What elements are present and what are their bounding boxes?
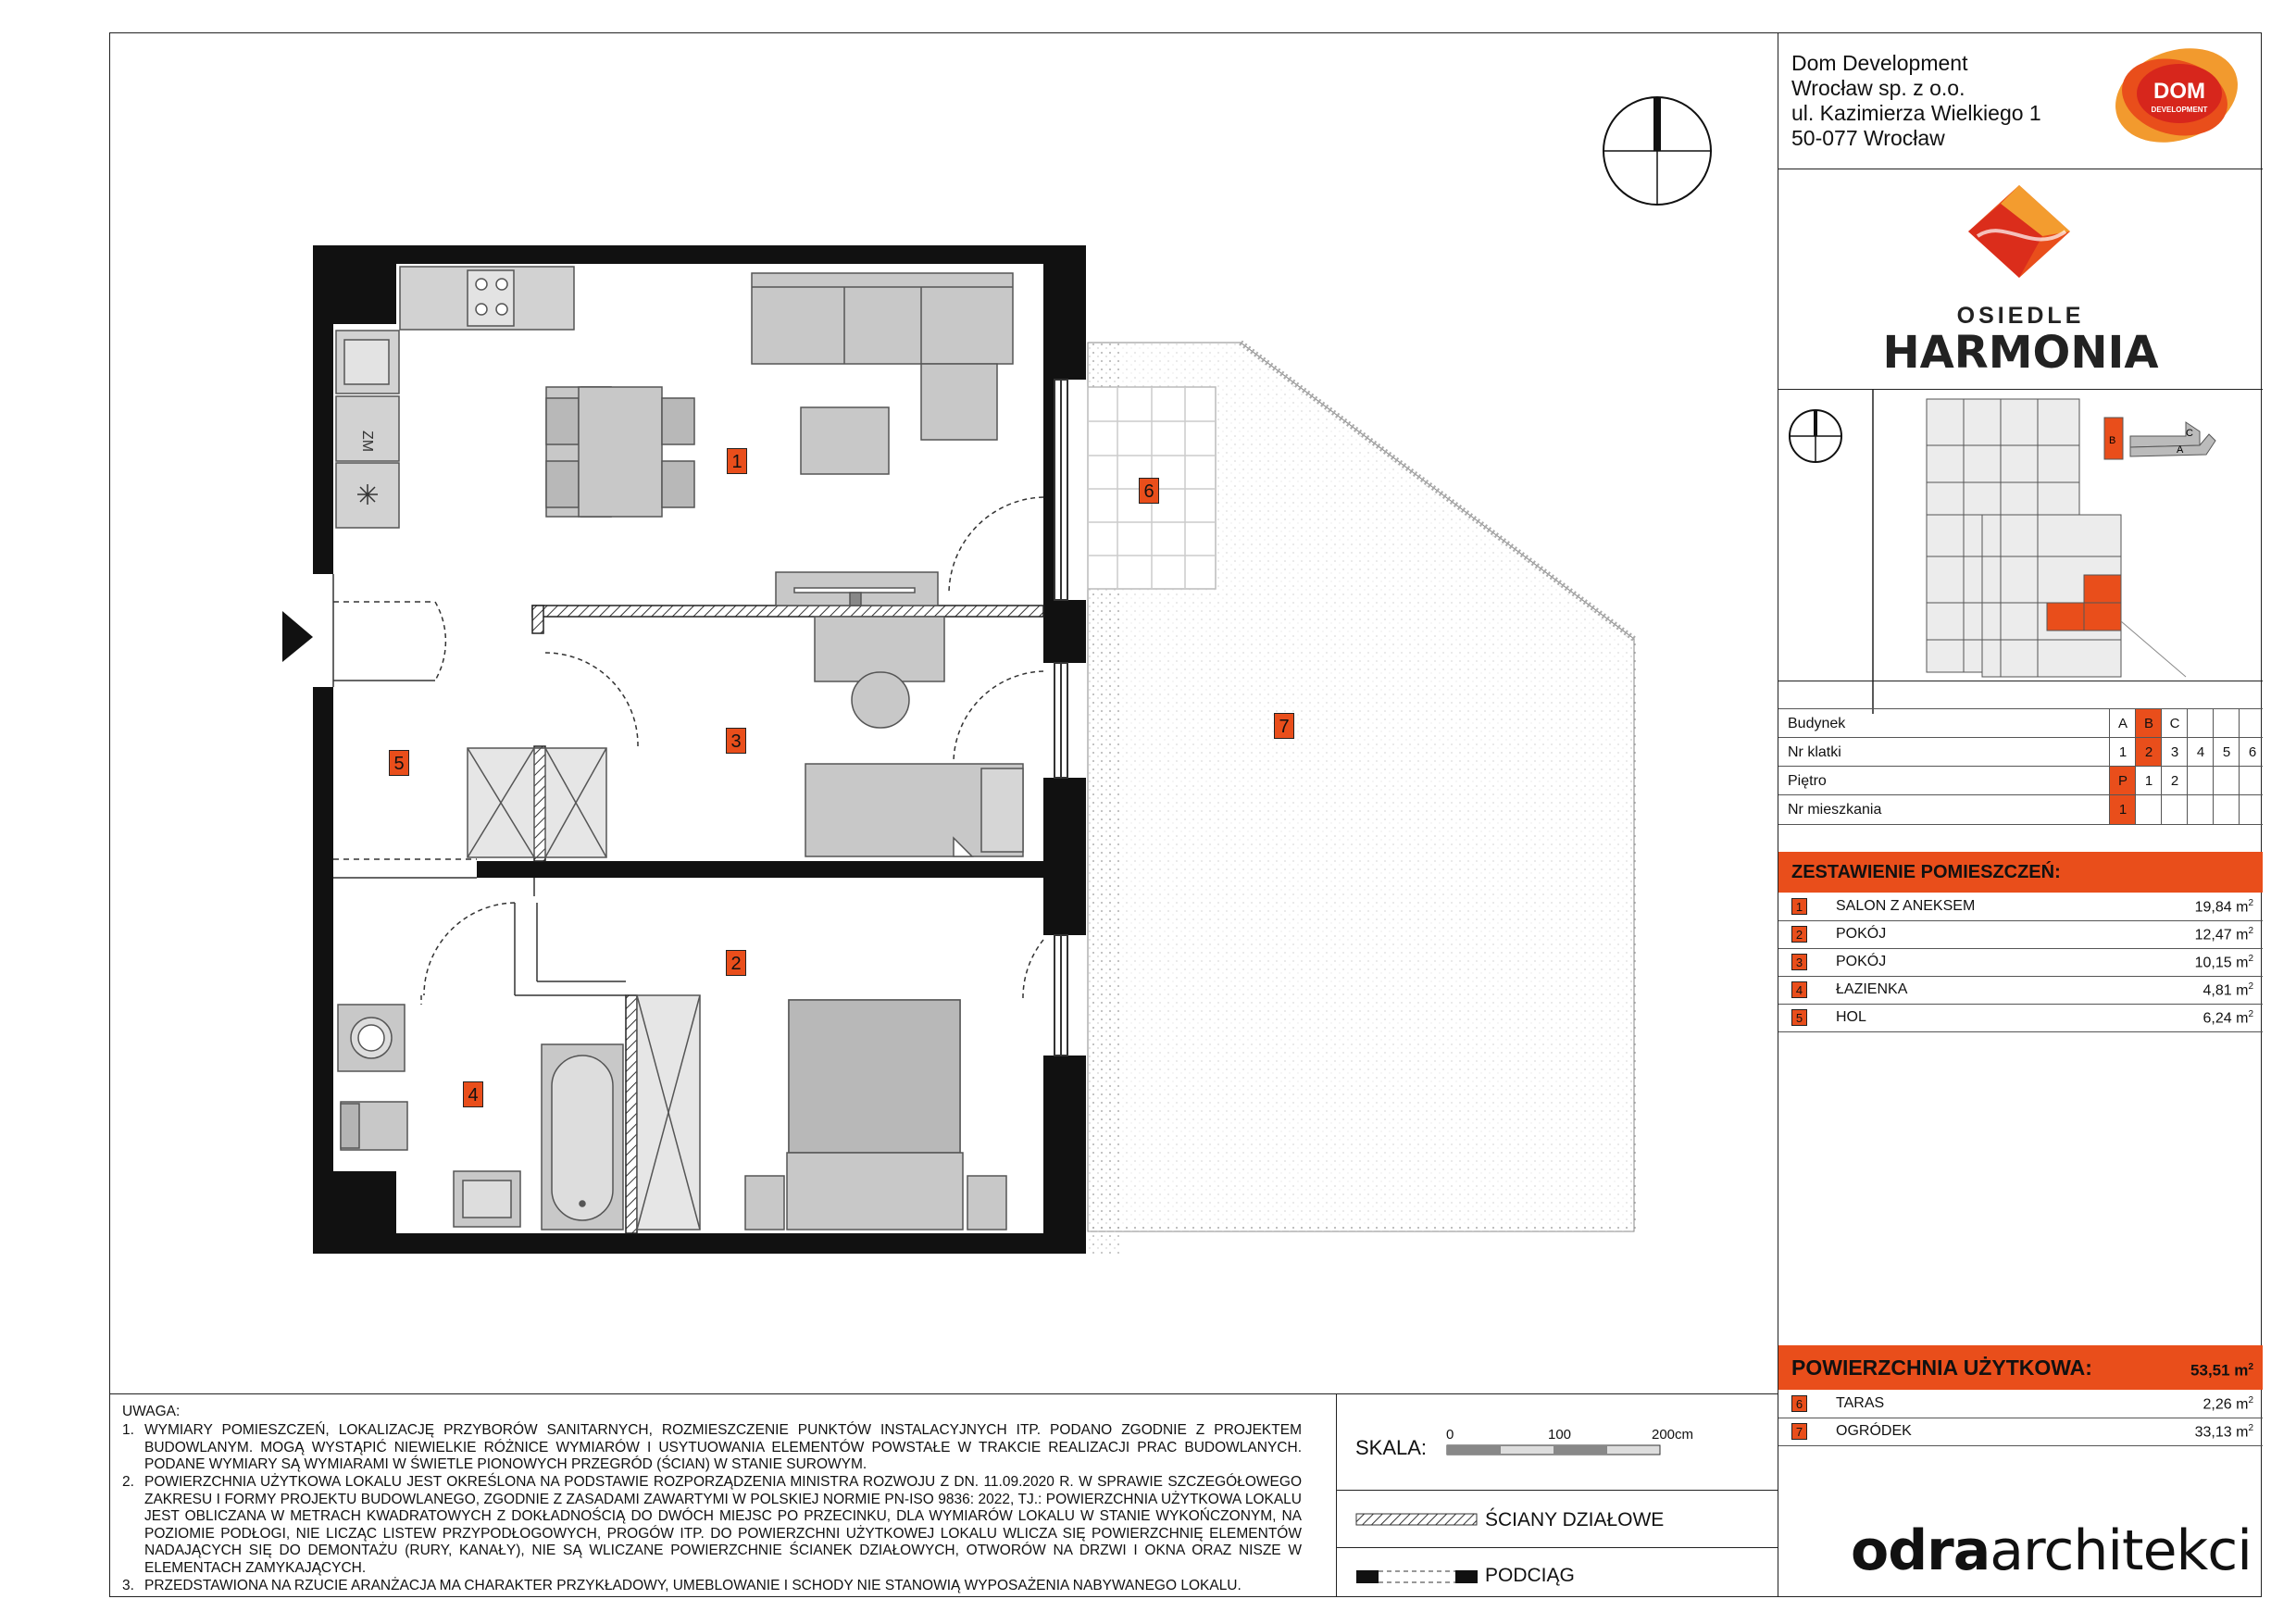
- company-city: 50-077 Wrocław: [1791, 126, 1945, 150]
- company-street: ul. Kazimierza Wielkiego 1: [1791, 101, 2041, 125]
- svg-text:DEVELOPMENT: DEVELOPMENT: [2151, 106, 2208, 114]
- keyplan-label-b: B: [2109, 435, 2116, 446]
- project-name: HARMONIA: [1882, 327, 2159, 379]
- extra-row: [1778, 1390, 2263, 1418]
- room-name: ŁAZIENKA: [1836, 981, 1908, 997]
- extra-area: 33,13 $m^2$: [2194, 1423, 2253, 1441]
- room-number: 5: [1791, 1009, 1807, 1026]
- key-plan: [1778, 390, 2263, 714]
- room-area: 10,15 $m^2$: [2194, 954, 2253, 971]
- total-area-value: 53,51 $m^2$: [2190, 1361, 2253, 1380]
- scale-label: SKALA:: [1355, 1436, 1428, 1459]
- architect-logo: odraarchitekci: [1851, 1518, 2252, 1583]
- room-area: 6,24 $m^2$: [2202, 1009, 2253, 1027]
- room-row: [1778, 893, 2263, 921]
- company-name-2: Wrocław sp. z o.o.: [1791, 76, 1965, 100]
- keyplan-compass-icon: [1790, 410, 1841, 462]
- note-number: 3.: [122, 1578, 134, 1593]
- row-nr-mieszkania: [1778, 794, 2263, 825]
- cell-budynek-a: A: [2109, 709, 2136, 738]
- total-area-label: POWIERZCHNIA UŻYTKOWA:: [1791, 1355, 2092, 1380]
- room-name: POKÓJ: [1836, 926, 1887, 942]
- room-row: [1778, 1004, 2263, 1032]
- extra-row: [1778, 1418, 2263, 1446]
- scale-bar: [1446, 1444, 1678, 1457]
- scale-tick-0: 0: [1446, 1427, 1454, 1443]
- room-area: 12,47 $m^2$: [2194, 926, 2253, 943]
- plan-label-5: 5: [389, 750, 409, 776]
- row-budynek: [1778, 708, 2263, 738]
- room-name: HOL: [1836, 1009, 1866, 1025]
- cell-pietro-1: 1: [2135, 767, 2162, 795]
- plan-label-4: 4: [463, 1081, 483, 1107]
- room-number: 4: [1791, 981, 1807, 998]
- extra-number: 6: [1791, 1395, 1807, 1412]
- room-number: 2: [1791, 926, 1807, 943]
- room-area: 19,84 $m^2$: [2194, 898, 2253, 916]
- keyplan-label-c: C: [2186, 428, 2193, 439]
- total-area-bar: [1778, 1345, 2263, 1390]
- windows: [1054, 380, 1067, 1056]
- extra-area: 2,26 $m^2$: [2202, 1395, 2253, 1413]
- note-text: POWIERZCHNIA UŻYTKOWA LOKALU JEST OKREŚLONA NA PODSTAWIE ROZPORZĄDZENIA MINISTRA ROZWOJU Z DN. 11.09.2020 R. W SPRAWIE SZCZEGÓŁOWEGO ZAKRESU I FORMY PROJEKTU BUDOWLANEGO, ZGODNIE Z ZASADAMI ZAWARTYMI W POLSKIEJ NORMIE PN-ISO 9836: 2022, TJ.: POWIERZCHNIA UŻYTKOWA LOKALU JEST OBLICZANA W METRACH KWADRATOWYCH Z DOKŁADNOŚCIĄ DO DWÓCH MIEJSC PO PRZECINKU, DLA WYMIARÓW LOKALU W STANIE WYKOŃCZONYM, NA POZIOMIE PODŁOGI, NIE LICZĄC LISTEW PRZYPODŁOGOWYCH, PROGÓW ITP. DO POWIERZCHNI UŻYTKOWEJ LOKALU WLICZA SIĘ POWIERZCHNIĘ ELEMENTÓW NADAJĄCYCH SIĘ DO DEMONTAŻU (RURY, KANAŁY), NIE SĄ WLICZANE POWIERZCHNIE ŚCIANEK DZIAŁOWYCH, OTWORÓW NA DRZWI I OKNA ORAZ NISZE W ELEMENTACH ZAMYKAJĄCYCH.: [144, 1474, 1302, 1576]
- asterisk-icon: [357, 484, 378, 505]
- project-label: OSIEDLE: [1956, 303, 2085, 329]
- title-block: [1778, 32, 2262, 1597]
- cell-klatka-6: 6: [2239, 738, 2265, 767]
- cell-mieszkanie-1: 1: [2109, 795, 2136, 824]
- room-name: SALON Z ANEKSEM: [1836, 898, 1976, 914]
- partition-wall-legend-icon: [1355, 1513, 1480, 1528]
- label-budynek: Budynek: [1788, 716, 1846, 731]
- room-row: [1778, 948, 2263, 977]
- svg-text:DOM: DOM: [2153, 79, 2205, 104]
- dom-development-logo: [2110, 40, 2249, 160]
- cell-budynek-b: B: [2135, 709, 2162, 738]
- plan-label-2: 2: [726, 950, 746, 976]
- plan-label-7: 7: [1274, 713, 1294, 739]
- cell-pietro-2: 2: [2161, 767, 2188, 795]
- beam-legend-icon: [1355, 1568, 1480, 1585]
- cell-klatka-1: 1: [2109, 738, 2136, 767]
- notes-section: [109, 1393, 1336, 1598]
- company-address: [1791, 51, 2041, 151]
- legend-walls: ŚCIANY DZIAŁOWE: [1485, 1509, 1665, 1530]
- row-nr-klatki: [1778, 737, 2263, 767]
- row-pietro: [1778, 766, 2263, 795]
- entrance-arrow-icon: [282, 611, 313, 662]
- scale-legend-block: [1336, 1393, 1778, 1597]
- extra-name: OGRÓDEK: [1836, 1423, 1912, 1439]
- room-name: POKÓJ: [1836, 954, 1887, 969]
- label-pietro: Piętro: [1788, 773, 1827, 789]
- plan-label-1: 1: [727, 448, 747, 474]
- plan-label-3: 3: [726, 728, 746, 754]
- company-name: Dom Development: [1791, 51, 1968, 75]
- cell-pietro-p: P: [2109, 767, 2136, 795]
- note-text: PRZEDSTAWIONA NA RZUCIE ARANŻACJA MA CHARAKTER PRZYKŁADOWY, UMEBLOWANIE I SCHODY NIE STANOWIĄ WYPOSAŻENIA NABYWANEGO LOKALU.: [144, 1578, 1242, 1593]
- appliance-label: ZM: [359, 431, 375, 453]
- harmonia-logo-icon: [1964, 181, 2075, 282]
- cell-klatka-4: 4: [2187, 738, 2214, 767]
- extra-number: 7: [1791, 1423, 1807, 1440]
- room-row: [1778, 920, 2263, 949]
- rooms-header: ZESTAWIENIE POMIESZCZEŃ:: [1778, 852, 2263, 893]
- note-number: 1.: [122, 1422, 134, 1438]
- cell-klatka-5: 5: [2213, 738, 2240, 767]
- plan-label-6: 6: [1139, 478, 1159, 504]
- label-nr-mieszkania: Nr mieszkania: [1788, 802, 1882, 818]
- furniture: [336, 267, 1023, 1230]
- extra-name: TARAS: [1836, 1395, 1885, 1411]
- room-number: 1: [1791, 898, 1807, 915]
- cell-budynek-c: C: [2161, 709, 2188, 738]
- room-number: 3: [1791, 954, 1807, 970]
- room-area: 4,81 $m^2$: [2202, 981, 2253, 999]
- north-arrow-icon: [1603, 97, 1711, 205]
- scale-tick-100: 100: [1548, 1427, 1572, 1443]
- cell-klatka-2: 2: [2135, 738, 2162, 767]
- notes-title: UWAGA:: [122, 1404, 181, 1419]
- cell-klatka-3: 3: [2161, 738, 2188, 767]
- scale-tick-200: 200cm: [1652, 1427, 1694, 1443]
- note-number: 2.: [122, 1474, 134, 1490]
- label-nr-klatki: Nr klatki: [1788, 744, 1841, 760]
- legend-beam: PODCIĄG: [1485, 1565, 1575, 1586]
- note-text: WYMIARY POMIESZCZEŃ, LOKALIZACJĘ PRZYBORÓW SANITARNYCH, ROZMIESZCZENIE PUNKTÓW INSTALACYJNYCH ITP. PODANO ZGODNIE Z PROJEKTEM BUDOWLANYM. MOGĄ WYSTĄPIĆ NIEWIELKIE RÓŻNICE WYMIARÓW I USYTUOWANIA ELEMENTÓW POWSTAŁE W TRAKCIE REALIZACJI PRAC BUDOWLANYCH. PODANE WYMIARY SĄ WYMIARAMI W ŚWIETLE PIONOWYCH PRZEGRÓD (ŚCIAN) W STANIE SUROWYM.: [144, 1422, 1302, 1473]
- keyplan-label-a: A: [2177, 444, 2184, 456]
- room-row: [1778, 976, 2263, 1005]
